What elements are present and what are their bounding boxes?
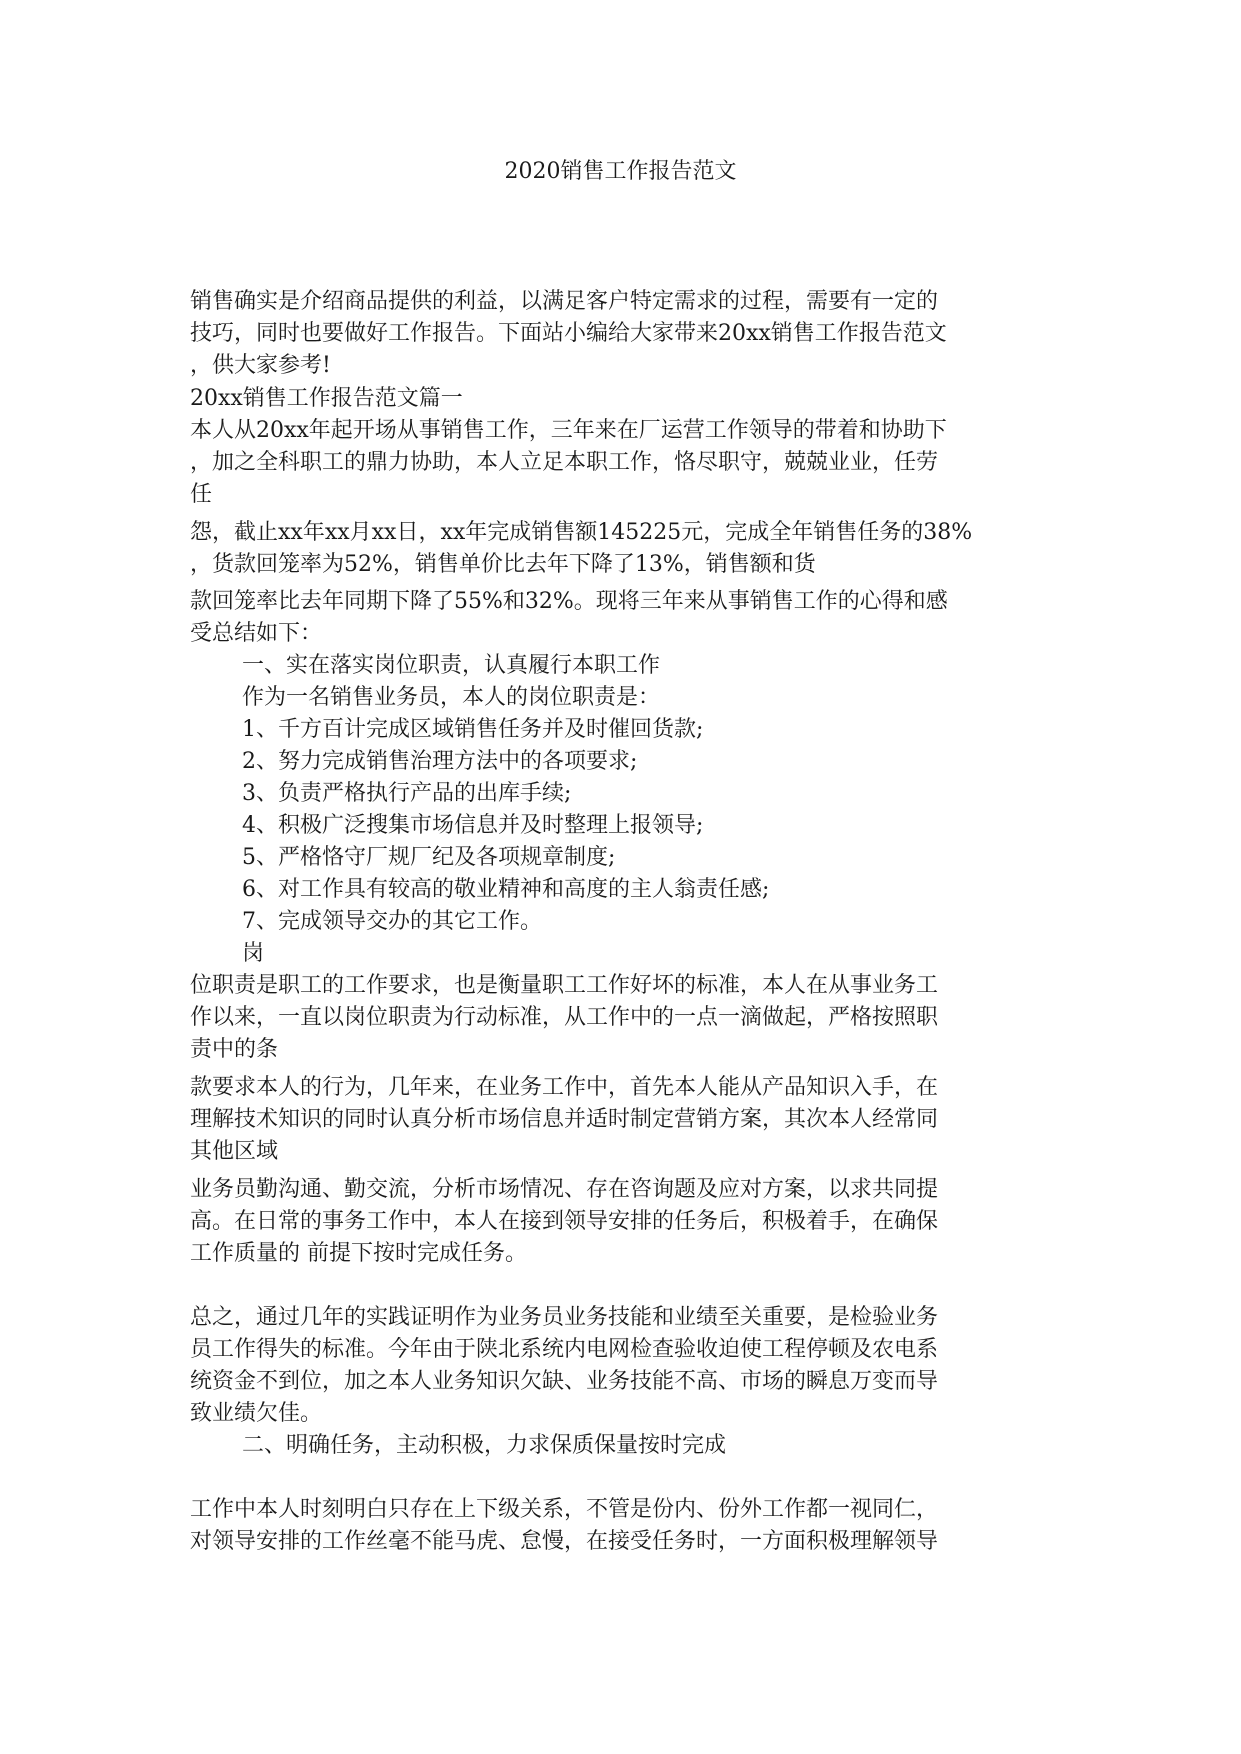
subsection-heading: 二、明确任务，主动积极，力求保质保量按时完成 xyxy=(242,1433,727,1458)
list-item: 3、负责严格执行产品的出库手续; xyxy=(242,781,572,806)
text-line: 技巧，同时也要做好工作报告。下面站小编给大家带来20xx销售工作报告范文 xyxy=(190,321,947,346)
text-line: 对领导安排的工作丝毫不能马虎、怠慢，在接受任务时，一方面积极理解领导 xyxy=(190,1529,939,1554)
list-item: 5、严格恪守厂规厂纪及各项规章制度; xyxy=(242,845,616,870)
text-line: ，货款回笼率为52%，销售单价比去年下降了13%，销售额和货 xyxy=(190,552,816,577)
subsection-heading: 一、实在落实岗位职责，认真履行本职工作 xyxy=(242,653,661,678)
text-line: ，供大家参考! xyxy=(190,353,331,378)
list-item: 4、积极广泛搜集市场信息并及时整理上报领导; xyxy=(242,813,704,838)
list-item: 6、对工作具有较高的敬业精神和高度的主人翁责任感; xyxy=(242,877,770,902)
text-line: 任 xyxy=(190,482,213,507)
list-item: 7、完成领导交办的其它工作。 xyxy=(242,909,542,934)
text-line: 员工作得失的标准。今年由于陕北系统内电网检查验收迫使工程停顿及农电系 xyxy=(190,1337,939,1362)
document-title: 2020销售工作报告范文 xyxy=(504,159,737,184)
text-line: 作为一名销售业务员，本人的岗位职责是： xyxy=(242,685,661,710)
text-line: 作以来，一直以岗位职责为行动标准，从工作中的一点一滴做起，严格按照职 xyxy=(190,1005,939,1030)
text-line: 工作质量的 前提下按时完成任务。 xyxy=(190,1241,527,1266)
text-line: 统资金不到位，加之本人业务知识欠缺、业务技能不高、市场的瞬息万变而导 xyxy=(190,1369,939,1394)
text-line: 致业绩欠佳。 xyxy=(190,1401,323,1426)
text-line: 工作中本人时刻明白只存在上下级关系，不管是份内、份外工作都一视同仁， xyxy=(190,1497,939,1522)
text-line: 受总结如下： xyxy=(190,621,323,646)
text-line: ，加之全科职工的鼎力协助，本人立足本职工作，恪尽职守，兢兢业业，任劳 xyxy=(190,450,939,475)
list-item: 1、千方百计完成区域销售任务并及时催回货款; xyxy=(242,717,704,742)
text-line: 高。在日常的事务工作中，本人在接到领导安排的任务后，积极着手，在确保 xyxy=(190,1209,939,1234)
text-line: 业务员勤沟通、勤交流，分析市场情况、存在咨询题及应对方案，以求共同提 xyxy=(190,1177,939,1202)
text-line: 销售确实是介绍商品提供的利益，以满足客户特定需求的过程，需要有一定的 xyxy=(190,289,939,314)
text-line: 怨，截止xx年xx月xx日，xx年完成销售额145225元，完成全年销售任务的38% xyxy=(190,520,973,545)
text-line: 责中的条 xyxy=(190,1037,279,1062)
text-line: 本人从20xx年起开场从事销售工作，三年来在厂运营工作领导的带着和协助下 xyxy=(190,418,947,443)
section-heading: 20xx销售工作报告范文篇一 xyxy=(190,386,463,411)
text-line: 其他区域 xyxy=(190,1139,279,1164)
text-line: 款要求本人的行为，几年来，在业务工作中，首先本人能从产品知识入手，在 xyxy=(190,1075,939,1100)
list-item: 2、努力完成销售治理方法中的各项要求; xyxy=(242,749,638,774)
text-line: 理解技术知识的同时认真分析市场信息并适时制定营销方案，其次本人经常同 xyxy=(190,1107,939,1132)
text-line: 位职责是职工的工作要求，也是衡量职工工作好坏的标准，本人在从事业务工 xyxy=(190,973,939,998)
text-line: 岗 xyxy=(242,941,265,966)
text-line: 总之，通过几年的实践证明作为业务员业务技能和业绩至关重要，是检验业务 xyxy=(190,1305,939,1330)
text-line: 款回笼率比去年同期下降了55%和32%。现将三年来从事销售工作的心得和感 xyxy=(190,589,948,614)
